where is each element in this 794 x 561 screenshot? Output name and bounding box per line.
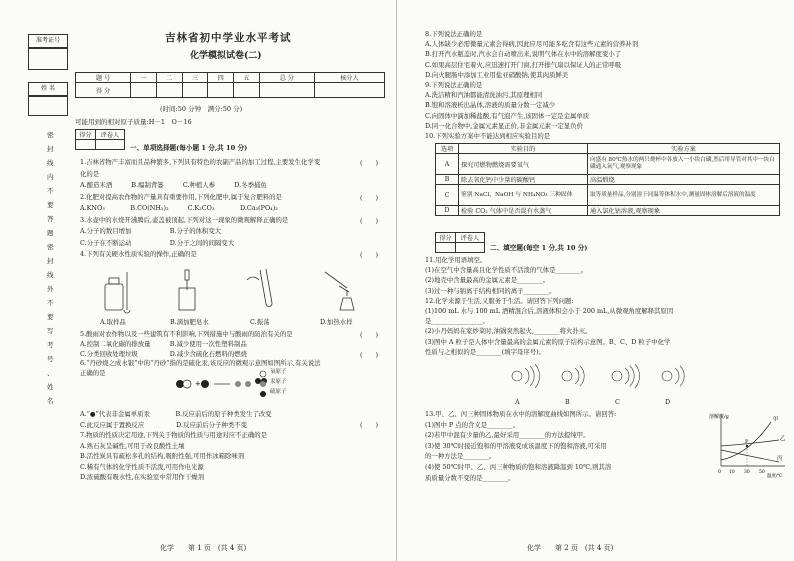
seal-char: 号 [47,355,54,363]
question-line: 化的是 [80,169,100,178]
question-line: 7.物质的性质决定用途,下列关于物质的性质与用途对应不正确的是 [80,431,268,439]
q4-option-b: B.滴加肥皂水 [170,318,209,326]
q4-option-a: A.取样品 [100,318,126,326]
test-tube-bottle-icon [105,272,130,313]
question-line: A.KNO₃ B.CO(NH₂)₂ C.K₂CO₃ D.Ca₃(PO₄)₂ [80,204,278,212]
grader-label: 得分 [76,130,96,140]
question-line: C.分子在不断运动 D.分子之间的间隔变大 [80,238,235,247]
grader-label: 评卷人 [95,130,124,140]
score-header: 二 [156,73,182,83]
score-cell[interactable] [208,83,234,98]
seal-char: 要 [47,313,54,321]
question-line: (1)在空气中含量高且化学性质不活泼的气体是________。 [425,266,588,275]
tick-30: 30 [744,470,750,475]
grader-box [435,232,485,253]
page-2 [397,0,794,561]
series-bing [721,450,779,462]
score-cell[interactable] [156,83,182,98]
table-header: 实验目的 [459,144,588,154]
score-header: 总 分 [259,73,314,83]
seal-char: 要 [47,201,54,209]
question-line: A.熟石灰呈碱性,可用于改良酸性土壤 [80,441,185,450]
seal-char: 线 [47,271,54,279]
table-header: 选项 [436,144,459,154]
atom-label-c: C [615,398,620,406]
question-line: 11.用化学用语填空。 [425,256,487,264]
seal-char: 答 [47,215,54,223]
question-line: (2)小丹妈妈在家炒菜时,油锅突然起火,________将火扑灭。 [425,327,592,336]
score-header: 五 [234,73,260,83]
question-line: A.洗洁精和汽油都能清洗油污,其原理相同 [425,91,543,100]
question-line: (4)使 50℃时甲、乙、丙三种物质的饱和溶液降温到 10℃,则其溶 [425,463,612,471]
grader-cell[interactable] [455,243,484,253]
page-footer: 化学 第 1 页 (共 4 页) [160,544,247,552]
seal-char: 、 [47,369,54,377]
section-1-heading: 一、单项选择题(每小题 1 分,共 10 分) [130,144,248,152]
x-axis-label: 温度/℃ [767,474,783,478]
q4-option-c: C.振荡 [250,318,270,326]
answer-bracket[interactable]: ( ) [360,159,379,167]
score-label: 得 分 [76,83,131,98]
series-label-jia: 甲 [773,417,779,423]
seal-char: 密 [47,243,54,251]
question-line: (3)过一种与钠离子结构相同的离子________。 [425,286,556,295]
question-line: B.打开汽水瓶盖时,汽水会自动喷出来,说明气体在水中的溶解度变小了 [425,50,622,59]
shake-tube-icon [247,269,272,307]
time-note: (时间:50 分钟 满分:50 分) [160,105,243,113]
grader-cell[interactable] [76,140,96,150]
question-line: D.浓硫酸有吸水性,在实验室中常用作干燥剂 [80,473,204,481]
atom-label-d: D [665,398,671,406]
score-header: 一 [131,73,157,83]
question-line: 性质与之相似的是________(填字母序号)。 [425,347,546,356]
seal-char: 内 [47,173,54,181]
question-line: D.向火腿肠中添加工业用盐亚硝酸钠,使其肉质鲜美 [425,70,569,79]
question-line: 3.水壶中的水烧开沸腾后,壶盖被顶起,下列对这一现象的微观解释正确的是 [80,215,289,224]
tick-10: 10 [729,470,735,475]
question-line: C.如果高层住宅着火,应迅速打开门窗,打开排气扇以保证人的正常呼吸 [425,60,622,69]
question-line: (1)100 mL 水与 100 mL 酒精混合后,溶液体积会小于 200 mL,从微观角度解释其原因 [425,307,674,315]
question-line: 10.下列实验方案中不能达到相应实验目的是 [425,132,551,140]
question-line: C.向固体中滴加稀盐酸,有气泡产生,该固体一定是金属单质 [425,111,590,120]
answer-bracket[interactable]: ( ) [360,217,379,225]
series-label-bing: 丙 [777,456,783,462]
legend-mercury: 汞原子 [270,379,287,385]
exam-subtitle: 化学模拟试卷(二) [190,51,262,61]
question-line: 13.甲、乙、丙三种固体物质在水中的溶解度曲线如图所示。请回答: [425,410,617,418]
question-line: (1)图中 P 点的含义是________。 [425,420,520,429]
heating-tube-icon [325,272,354,310]
p-label: P [745,439,749,445]
score-cell[interactable] [259,83,314,98]
question-line: 8.下列说法正确的是 [425,30,483,38]
score-header: 题 号 [76,73,131,83]
exam-title: 吉林省初中学业水平考试 [165,32,292,44]
svg-text:+: + [195,380,201,388]
seal-char: 名 [47,397,54,405]
answer-bracket[interactable]: ( ) [360,421,379,429]
question-line: A.人体缺少必需微量元素会得病,因此应尽可能多吃含有这些元素的营养补剂 [425,40,639,49]
seal-char: 封 [47,257,54,265]
score-header: 核分人 [314,73,384,83]
question-line: A.分子的数目增加 B.分子的体积变大 [80,227,222,235]
score-header: 三 [182,73,208,83]
seal-char: 写 [47,327,54,335]
table-header: 实验方案 [588,144,780,154]
atom-label-b: B [565,398,570,406]
question-line: A.“●”代表非金属单质汞 B.反应前后的原子种类发生了改变 [80,410,272,418]
page-footer: 化学 第 2 页 (共 4 页) [527,544,614,552]
atom-label-a: A [515,398,520,406]
atom-structure-diagrams [497,364,697,398]
answer-bracket[interactable]: ( ) [360,251,379,259]
question-line: 6.“丹砂烧之成水银”中的“丹砂”指的是硫化汞,该反应的微观示意图如图所示,有关说法 [80,359,321,368]
question-line: 是________________。 [425,317,489,326]
experiment-table: 选项 实验目的 实验方案 A 探究可燃物燃烧需要氧气 向盛有 80℃热水的两只烧杯中各放入一小块白磷,然后用导管对其中一块白磷通入氧气,观察现象 B 除去氧化钙中少量的碳酸钙 高温煅烧 C 鉴别 NaCl、NaOH 与 NH₄NO₃ 三种固体 取等质量样品,分别溶于同温等体积水中,测量固体溶解后溶液的温度 D 检验 CO₂ 气体中是否混有水蒸气 通入氯化钴溶液,观察现象 [435,143,780,216]
question-line: 4.下列有关硬水性质实验的操作,正确的是 [80,250,197,258]
question-line: (2)地壳中含量最高的金属元素是________。 [425,276,550,285]
seal-char: 封 [47,145,54,153]
seal-char: 外 [47,285,54,293]
question-line: 质质量分数不变的是________。 [425,473,515,482]
lab-operation-figures [95,266,385,316]
solubility-curve-chart [709,410,789,478]
section-2-heading: 二、填空题(每空 1 分,共 10 分) [490,244,588,252]
question-line: 5.酸雨对农作物以及一些建筑有不利影响,下列措施中与酸雨的防治有关的是 [80,330,293,338]
question-line: A.控制二氧化碳的排放量 B.减少使用一次性塑料制品 [80,339,247,348]
series-label-yi: 乙 [780,436,786,442]
score-cell[interactable] [182,83,208,98]
legend-sulfur: 硫原子 [270,389,287,395]
grader-cell[interactable] [436,243,456,253]
tick-50: 50 [759,470,765,475]
grader-label: 评卷人 [455,233,484,243]
seal-char: 不 [47,299,54,307]
tick-0: 0 [718,470,721,475]
question-line: A.酿造米酒 B.编制背篓 C.种植人参 D.冬季捕鱼 [80,181,267,189]
question-line: C.稀有气体的化学性质不活泼,可用作电光源 [80,462,204,471]
seal-char: 不 [47,187,54,195]
dropper-icon [179,270,195,310]
question-line: (3)图中 A 粒子是人体中含量最高的金属元素的原子结构示意图。B、C、D 粒子中化学 [425,337,671,346]
question-line: B.饱和溶液析出晶体,溶液的质量分数一定减少 [425,101,556,110]
grader-label: 得分 [436,233,456,243]
seal-char: 姓 [47,383,54,391]
grader-box [75,129,125,150]
score-cell[interactable] [234,83,260,98]
question-line: D.同一化合物中,金属元素显正价,非金属元素一定显负价 [425,121,583,130]
question-line: 9.下列说法正确的是 [425,81,483,89]
exam-number-box: 准考证号 [28,34,68,48]
score-cell[interactable] [131,83,157,98]
point-p [746,445,748,447]
score-cell[interactable] [314,83,384,98]
question-line: 1.吉林省物产丰富而且品种繁多,下列具有特色的农副产品的加工过程,主要发生化学变 [80,158,321,166]
seal-char: 密 [47,131,54,139]
seal-char: 线 [47,159,54,167]
question-line: 2.化肥对提高农作物的产量具有重要作用,下列化肥中,属于复合肥料的是 [80,192,282,201]
question-line: 12.化学来源于生活,又服务于生活。请回答下列问题: [425,296,574,305]
question-line: 的一种方法是________。 [425,452,496,461]
question-line: C.此反应属于置换反应 D.反应前后分子种类不变 [80,420,247,429]
answer-bracket[interactable]: ( ) [360,331,379,339]
answer-bracket[interactable]: ( ) [360,194,379,202]
y-axis-label: 溶解度/g [709,414,729,420]
grader-cell[interactable] [95,140,124,150]
score-header: 四 [208,73,234,83]
question-line: (3)使 30℃时接近饱和的甲溶液变成该温度下的饱和溶液,可采用 [425,441,607,450]
question-line: C.分类回收处理垃圾 D.减少含硫化石燃料的燃烧 [80,349,247,358]
question-line: B.活性炭具有疏松多孔的结构,吸附性强,可用作冰箱除味剂 [80,452,245,460]
seal-char: 考 [47,341,54,349]
question-line: (2)若甲中混有少量的乙,最好采用________的方法提纯甲。 [425,431,590,440]
seal-char: 题 [47,229,54,237]
name-box: 姓 名 [28,82,68,96]
q4-option-d: D.加热水样 [320,318,353,326]
question-line: 正确的是 [80,369,106,378]
answer-bracket[interactable]: ( ) [360,351,379,359]
atomic-mass-note: 可能用到的相对原子质量:H－1 O－16 [75,118,192,126]
legend-markers [258,370,268,402]
name-input[interactable] [28,96,68,116]
score-table [75,72,385,98]
exam-number-input[interactable] [28,48,68,70]
legend-oxygen: 氧原子 [270,369,287,375]
